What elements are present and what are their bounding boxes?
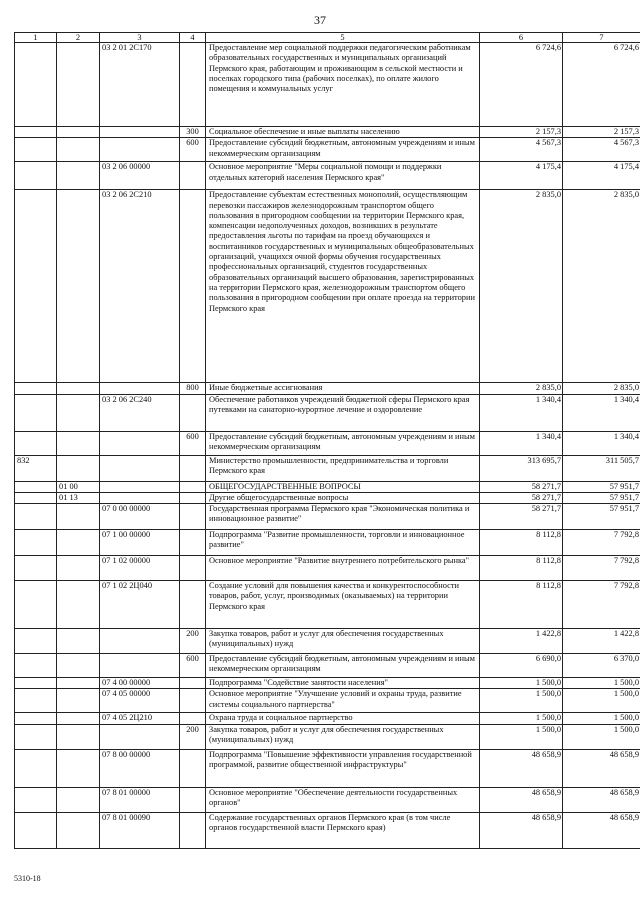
target-article-code	[100, 481, 180, 492]
amount-col-7: 1 340,4	[563, 394, 640, 431]
ministry-code	[15, 812, 57, 848]
header-col-2: 2	[57, 33, 100, 43]
section-code	[57, 530, 100, 556]
header-col-7: 7	[563, 33, 640, 43]
target-article-code: 07 8 01 00000	[100, 787, 180, 812]
table-row	[15, 787, 640, 812]
section-code	[57, 749, 100, 787]
expense-type-code	[180, 556, 206, 581]
amount-col-6: 2 157,3	[480, 127, 563, 138]
amount-col-7: 57 951,7	[563, 481, 640, 492]
amount-col-6: 58 271,7	[480, 492, 563, 503]
item-name: Охрана труда и социальное партнерство	[206, 713, 480, 724]
ministry-code	[15, 724, 57, 749]
expense-type-code	[180, 787, 206, 812]
header-col-6: 6	[480, 33, 563, 43]
amount-col-7: 2 157,3	[563, 127, 640, 138]
section-code	[57, 127, 100, 138]
table-row	[15, 394, 640, 431]
table-row	[15, 431, 640, 455]
amount-col-7: 6 370,0	[563, 654, 640, 678]
item-name: Основное мероприятие "Развитие внутреннего потребительского рынка"	[206, 556, 480, 581]
page-number: 37	[314, 13, 326, 27]
table-row	[15, 678, 640, 689]
target-article-code: 07 8 00 00000	[100, 749, 180, 787]
item-name: Министерство промышленности, предпринимательства и торговли Пермского края	[206, 455, 480, 481]
target-article-code: 07 1 00 00000	[100, 530, 180, 556]
section-code	[57, 678, 100, 689]
target-article-code	[100, 654, 180, 678]
ministry-code	[15, 431, 57, 455]
expense-type-code	[180, 812, 206, 848]
ministry-code	[15, 492, 57, 503]
section-code	[57, 689, 100, 713]
section-code	[57, 162, 100, 190]
item-name: Подпрограмма "Содействие занятости населения"	[206, 678, 480, 689]
section-code	[57, 724, 100, 749]
item-name: Иные бюджетные ассигнования	[206, 383, 480, 394]
header-col-5: 5	[206, 33, 480, 43]
target-article-code	[100, 431, 180, 455]
amount-col-7: 6 724,6	[563, 43, 640, 127]
table-row	[15, 162, 640, 190]
amount-col-7: 7 792,8	[563, 556, 640, 581]
expense-type-code	[180, 481, 206, 492]
item-name: Основное мероприятие "Обеспечение деятельности государственных органов"	[206, 787, 480, 812]
budget-table	[14, 32, 640, 849]
expense-type-code: 300	[180, 127, 206, 138]
amount-col-7: 1 500,0	[563, 689, 640, 713]
amount-col-7: 48 658,9	[563, 787, 640, 812]
ministry-code: 832	[15, 455, 57, 481]
amount-col-7: 2 835,0	[563, 383, 640, 394]
item-name: Основное мероприятие "Меры социальной помощи и поддержки отдельных категорий населения Пермского края"	[206, 162, 480, 190]
expense-type-code: 600	[180, 654, 206, 678]
target-article-code: 03 2 06 2С240	[100, 394, 180, 431]
table-row	[15, 556, 640, 581]
table-row	[15, 43, 640, 127]
ministry-code	[15, 138, 57, 162]
amount-col-7: 4 175,4	[563, 162, 640, 190]
target-article-code	[100, 492, 180, 503]
ministry-code	[15, 43, 57, 127]
target-article-code	[100, 724, 180, 749]
target-article-code: 07 4 00 00000	[100, 678, 180, 689]
amount-col-7: 48 658,9	[563, 812, 640, 848]
section-code	[57, 629, 100, 654]
amount-col-6: 48 658,9	[480, 787, 563, 812]
table-row	[15, 127, 640, 138]
expense-type-code	[180, 713, 206, 724]
target-article-code	[100, 383, 180, 394]
expense-type-code	[180, 678, 206, 689]
expense-type-code	[180, 689, 206, 713]
section-code	[57, 431, 100, 455]
amount-col-6: 4 175,4	[480, 162, 563, 190]
target-article-code	[100, 629, 180, 654]
table-row	[15, 481, 640, 492]
expense-type-code: 800	[180, 383, 206, 394]
expense-type-code	[180, 530, 206, 556]
section-code	[57, 812, 100, 848]
target-article-code: 07 1 02 00000	[100, 556, 180, 581]
amount-col-6: 58 271,7	[480, 481, 563, 492]
item-name: Основное мероприятие "Улучшение условий и охраны труда, развитие системы социального партнерства"	[206, 689, 480, 713]
amount-col-6: 1 500,0	[480, 724, 563, 749]
ministry-code	[15, 556, 57, 581]
amount-col-6: 6 690,0	[480, 654, 563, 678]
section-code	[57, 138, 100, 162]
ministry-code	[15, 481, 57, 492]
amount-col-7: 1 500,0	[563, 678, 640, 689]
expense-type-code: 200	[180, 629, 206, 654]
table-row	[15, 138, 640, 162]
header-row	[15, 33, 640, 43]
header-col-3: 3	[100, 33, 180, 43]
amount-col-7: 1 340,4	[563, 431, 640, 455]
section-code	[57, 455, 100, 481]
item-name: Содержание государственных органов Пермского края (в том числе органов государственной власти Пермского края)	[206, 812, 480, 848]
amount-col-7: 48 658,9	[563, 749, 640, 787]
amount-col-7: 311 505,7	[563, 455, 640, 481]
ministry-code	[15, 749, 57, 787]
target-article-code: 03 2 06 2С210	[100, 190, 180, 383]
table-body	[15, 43, 640, 849]
section-code: 01 13	[57, 492, 100, 503]
target-article-code: 07 8 01 00090	[100, 812, 180, 848]
table-row	[15, 581, 640, 629]
amount-col-7: 7 792,8	[563, 581, 640, 629]
amount-col-6: 48 658,9	[480, 812, 563, 848]
amount-col-7: 2 835,0	[563, 190, 640, 383]
item-name: Закупка товаров, работ и услуг для обеспечения государственных (муниципальных) нужд	[206, 724, 480, 749]
ministry-code	[15, 654, 57, 678]
amount-col-6: 1 422,8	[480, 629, 563, 654]
expense-type-code: 600	[180, 138, 206, 162]
item-name: Предоставление субсидий бюджетным, автономным учреждениям и иным некоммерческим организациям	[206, 654, 480, 678]
table-row	[15, 629, 640, 654]
item-name: Другие общегосударственные вопросы	[206, 492, 480, 503]
section-code	[57, 394, 100, 431]
expense-type-code	[180, 581, 206, 629]
item-name: Подпрограмма "Повышение эффективности управления государственной программой, развитие общественной инфраструктуры"	[206, 749, 480, 787]
ministry-code	[15, 787, 57, 812]
item-name: Создание условий для повышения качества и конкурентоспособности товаров, работ, услуг, производимых (оказываемых) на территории Пермского края	[206, 581, 480, 629]
expense-type-code	[180, 455, 206, 481]
table-row	[15, 492, 640, 503]
table-row	[15, 749, 640, 787]
amount-col-6: 48 658,9	[480, 749, 563, 787]
target-article-code: 07 4 05 2Ц210	[100, 713, 180, 724]
expense-type-code	[180, 190, 206, 383]
item-name: Государственная программа Пермского края "Экономическая политика и инновационное развитие"	[206, 504, 480, 530]
ministry-code	[15, 127, 57, 138]
section-code	[57, 654, 100, 678]
ministry-code	[15, 162, 57, 190]
ministry-code	[15, 678, 57, 689]
amount-col-7: 57 951,7	[563, 492, 640, 503]
amount-col-6: 1 340,4	[480, 431, 563, 455]
ministry-code	[15, 689, 57, 713]
amount-col-6: 1 340,4	[480, 394, 563, 431]
ministry-code	[15, 713, 57, 724]
ministry-code	[15, 504, 57, 530]
section-code	[57, 787, 100, 812]
amount-col-6: 58 271,7	[480, 504, 563, 530]
ministry-code	[15, 581, 57, 629]
target-article-code: 07 1 02 2Ц040	[100, 581, 180, 629]
table-row	[15, 654, 640, 678]
expense-type-code	[180, 504, 206, 530]
target-article-code	[100, 455, 180, 481]
table-row	[15, 383, 640, 394]
amount-col-6: 6 724,6	[480, 43, 563, 127]
amount-col-6: 1 500,0	[480, 713, 563, 724]
expense-type-code	[180, 43, 206, 127]
section-code	[57, 713, 100, 724]
table-row	[15, 190, 640, 383]
expense-type-code	[180, 749, 206, 787]
target-article-code: 03 2 06 00000	[100, 162, 180, 190]
expense-type-code: 600	[180, 431, 206, 455]
item-name: Предоставление субсидий бюджетным, автономным учреждениям и иным некоммерческим организациям	[206, 431, 480, 455]
amount-col-6: 1 500,0	[480, 689, 563, 713]
section-code	[57, 190, 100, 383]
section-code	[57, 556, 100, 581]
amount-col-7: 57 951,7	[563, 504, 640, 530]
header-col-1: 1	[15, 33, 57, 43]
item-name: Обеспечение работников учреждений бюджетной сферы Пермского края путевками на санаторно-курортное лечение и оздоровление	[206, 394, 480, 431]
amount-col-6: 8 112,8	[480, 556, 563, 581]
table-row	[15, 724, 640, 749]
amount-col-6: 2 835,0	[480, 383, 563, 394]
target-article-code	[100, 127, 180, 138]
section-code	[57, 581, 100, 629]
amount-col-6: 2 835,0	[480, 190, 563, 383]
amount-col-7: 1 422,8	[563, 629, 640, 654]
ministry-code	[15, 394, 57, 431]
table-row	[15, 689, 640, 713]
amount-col-6: 8 112,8	[480, 581, 563, 629]
amount-col-7: 1 500,0	[563, 713, 640, 724]
expense-type-code	[180, 394, 206, 431]
table-row	[15, 504, 640, 530]
item-name: Закупка товаров, работ и услуг для обеспечения государственных (муниципальных) нужд	[206, 629, 480, 654]
item-name: Подпрограмма "Развитие промышленности, торговли и инновационное развитие"	[206, 530, 480, 556]
ministry-code	[15, 530, 57, 556]
section-code	[57, 383, 100, 394]
item-name: Предоставление мер социальной поддержки педагогическим работникам образовательных государственных и муниципальных организаций Пермского края, работающим и проживающим в сельской местности и поселках городского типа (рабочих поселках), по оплате жилого помещения и коммунальных услуг	[206, 43, 480, 127]
section-code	[57, 43, 100, 127]
expense-type-code	[180, 162, 206, 190]
item-name: ОБЩЕГОСУДАРСТВЕННЫЕ ВОПРОСЫ	[206, 481, 480, 492]
ministry-code	[15, 190, 57, 383]
ministry-code	[15, 629, 57, 654]
item-name: Предоставление субъектам естественных монополий, осуществляющим перевозки пассажиров железнодорожным транспортом общего пользования в пригородном сообщении на территории Пермского края, компенсации недополученных доходов, возникших в результате предоставления льготы по тарифам на проезд обучающихся и воспитанников государственных и муниципальных общеобразовательных организаций, учащихся очной формы обучения государственных профессиональных организаций, студентов государственных образовательных организаций высшего образования, зарегистрированных на территории Пермского края, железнодорожным транспортом общего пользования в пригородном сообщении при оплате проезда на территории Пермского края	[206, 190, 480, 383]
ministry-code	[15, 383, 57, 394]
target-article-code: 07 4 05 00000	[100, 689, 180, 713]
table-row	[15, 455, 640, 481]
amount-col-7: 4 567,3	[563, 138, 640, 162]
item-name: Социальное обеспечение и иные выплаты населению	[206, 127, 480, 138]
amount-col-7: 1 500,0	[563, 724, 640, 749]
item-name: Предоставление субсидий бюджетным, автономным учреждениям и иным некоммерческим организациям	[206, 138, 480, 162]
amount-col-6: 1 500,0	[480, 678, 563, 689]
amount-col-6: 4 567,3	[480, 138, 563, 162]
expense-type-code: 200	[180, 724, 206, 749]
amount-col-6: 8 112,8	[480, 530, 563, 556]
table-row	[15, 530, 640, 556]
target-article-code	[100, 138, 180, 162]
table-row	[15, 812, 640, 848]
document-code: 5310-18	[14, 874, 41, 883]
target-article-code: 07 0 00 00000	[100, 504, 180, 530]
target-article-code: 03 2 01 2С170	[100, 43, 180, 127]
table-row	[15, 713, 640, 724]
section-code	[57, 504, 100, 530]
amount-col-7: 7 792,8	[563, 530, 640, 556]
amount-col-6: 313 695,7	[480, 455, 563, 481]
header-col-4: 4	[180, 33, 206, 43]
section-code: 01 00	[57, 481, 100, 492]
expense-type-code	[180, 492, 206, 503]
